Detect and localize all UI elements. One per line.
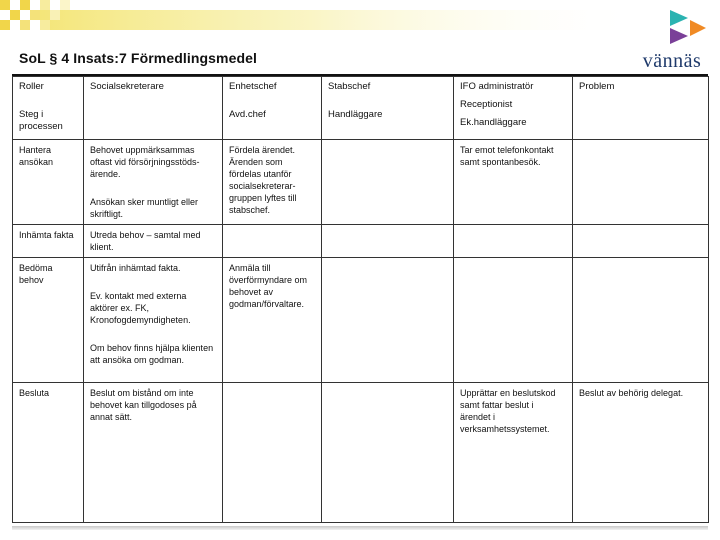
- logo-wordmark: vännäs: [642, 50, 702, 72]
- header-receptionist-label: Receptionist: [460, 99, 513, 110]
- decorative-squares: [0, 0, 640, 36]
- header-socialsekreterare-label: Socialsekreterare: [90, 81, 164, 92]
- step-label: Bedöma behov: [13, 258, 84, 383]
- header-problem: [573, 77, 709, 140]
- cell-stabschef: [322, 258, 454, 383]
- row-inhamta-fakta: [13, 225, 709, 258]
- header-roller-label: Roller: [19, 81, 44, 92]
- header-stabschef: [322, 77, 454, 140]
- cell-enhetschef: Anmäla till överförmyndare om behovet av godman/förvaltare.: [223, 258, 322, 383]
- header-steg-label: Steg i processen: [19, 109, 63, 132]
- row-besluta: [13, 383, 709, 523]
- header-enhetschef-label: Enhetschef: [229, 81, 277, 92]
- cell-stabschef: [322, 383, 454, 523]
- cell-enhetschef: [223, 383, 322, 523]
- cell-ifo-administrator: Tar emot telefonkontakt samt spontanbesök.: [454, 140, 573, 225]
- cell-ifo-administrator: Upprättar en beslutskod samt fattar beslut i ärendet i verksamhetssystemet.: [454, 383, 573, 523]
- cell-socialsekreterare: [84, 258, 223, 383]
- header-ek-handlaggare-label: Ek.handläggare: [460, 117, 527, 128]
- header-ifo-administrator: [454, 77, 573, 140]
- cell-socialsekreterare: Utreda behov – samtal med klient.: [84, 225, 223, 258]
- cell-problem: Beslut av behörig delegat.: [573, 383, 709, 523]
- cell-stabschef: [322, 225, 454, 258]
- header-row: [13, 77, 709, 140]
- page-title: SoL § 4 Insats:7 Förmedlingsmedel: [19, 50, 257, 66]
- cell-stabschef: [322, 140, 454, 225]
- cell-text: Utifrån inhämtad fakta.: [90, 263, 181, 273]
- header-avd-chef-label: Avd.chef: [229, 109, 266, 120]
- cell-ifo-administrator: [454, 258, 573, 383]
- header-problem-label: Problem: [579, 81, 615, 92]
- cell-socialsekreterare: Beslut om bistånd om inte behovet kan tillgodoses på annat sätt.: [84, 383, 223, 523]
- cell-problem: [573, 225, 709, 258]
- cell-text: Ansökan sker muntligt eller skriftligt.: [90, 197, 199, 219]
- header-socialsekreterare: [84, 77, 223, 140]
- header-stabschef-label: Stabschef: [328, 81, 371, 92]
- header-ifo-admin-label: IFO administratör: [460, 81, 534, 92]
- cell-ifo-administrator: [454, 225, 573, 258]
- process-matrix: [12, 76, 709, 523]
- step-label: Besluta: [13, 383, 84, 523]
- vannas-logo: [632, 6, 712, 76]
- step-label: Hantera ansökan: [13, 140, 84, 225]
- step-label: Inhämta fakta: [13, 225, 84, 258]
- row-hantera-ansokan: [13, 140, 709, 225]
- cell-enhetschef: [223, 225, 322, 258]
- cell-socialsekreterare: [84, 140, 223, 225]
- cell-enhetschef: Fördela ärendet. Ärenden som fördelas utanför socialsekreterar-gruppen lyftes till stabschef.: [223, 140, 322, 225]
- header-enhetschef: [223, 77, 322, 140]
- logo-mark-icon: [632, 6, 712, 50]
- cell-text: Om behov finns hjälpa klienten att ansöka om godman.: [90, 343, 214, 365]
- header-handlaggare-label: Handläggare: [328, 109, 383, 120]
- cell-text: Ev. kontakt med externa aktörer ex. FK, Kronofogdemyndigheten.: [90, 291, 191, 325]
- header-roller: [13, 77, 84, 140]
- cell-problem: [573, 140, 709, 225]
- row-bedoma-behov: [13, 258, 709, 383]
- cell-problem: [573, 258, 709, 383]
- cell-text: Behovet uppmärksammas oftast vid försörjningsstöds-ärende.: [90, 145, 200, 179]
- bottom-divider: [12, 526, 708, 530]
